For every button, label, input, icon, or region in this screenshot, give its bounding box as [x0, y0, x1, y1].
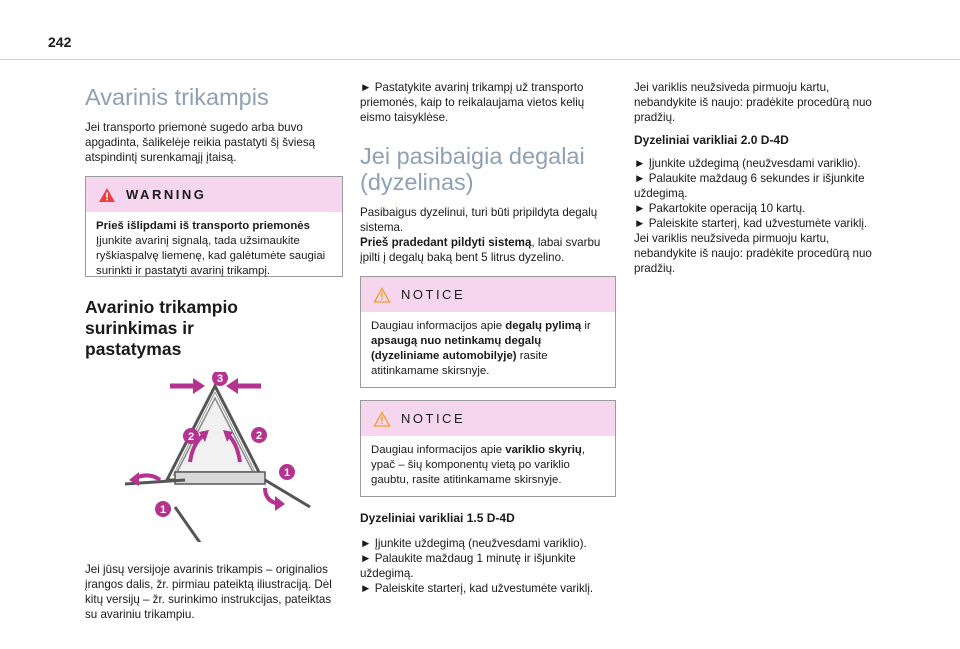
fuel-paragraph-2-rest: , labai svarbu įpilti į degalų baką bent 5 litrus dyzelino.	[360, 236, 601, 264]
section-title-warning-triangle: Avarinis trikampis	[85, 84, 269, 110]
step-item: ► Palaukite maždaug 6 sekundes ir išjunkite uždegimą.	[634, 172, 865, 200]
step-item: ► Palaukite maždaug 1 minutę ir išjunkite uždegimą.	[360, 552, 576, 580]
callout-2-right	[251, 427, 267, 443]
subtitle-assembly: Avarinio trikampio surinkimas ir pastatymas	[85, 297, 238, 359]
notice1-bold-a: degalų pylimą	[505, 320, 582, 332]
warning-icon	[98, 187, 116, 203]
heading-1-5-d4d: Dyzeliniai varikliai 1.5 D-4D	[360, 511, 515, 525]
notice2-text-a: Daugiau informacijos apie	[371, 444, 506, 456]
step-item: ► Įjunkite uždegimą (neužvesdami variklio).	[360, 537, 587, 550]
callout-1-left	[155, 501, 171, 517]
step-item: ► Paleiskite starterį, kad užvestumėte variklį.	[360, 582, 594, 595]
fuel-paragraph-1: Pasibaigus dyzelinui, turi būti pripildyta degalų sistema.	[360, 206, 598, 234]
column-2	[360, 80, 616, 596]
notice-body-1	[361, 312, 615, 387]
notice-header-2	[361, 401, 615, 436]
step-item: ► Pakartokite operaciją 10 kartų.	[634, 202, 806, 215]
notice2-bold-a: variklio skyrių	[505, 444, 582, 456]
col3-paragraph-1: Jei variklis neužsiveda pirmuoju kartu, nebandykite iš naujo: pradėkite procedūrą nuo pradžių.	[634, 81, 872, 124]
steps-2-0-d4d	[634, 156, 892, 231]
step-item: ► Paleiskite starterį, kad užvestumėte variklį.	[634, 217, 868, 230]
fuel-paragraph-2	[360, 235, 616, 265]
top-rule	[0, 59, 960, 60]
notice-icon	[373, 287, 391, 303]
warning-label: WARNING	[126, 187, 207, 202]
notice1-bold-b: apsaugą nuo netinkamų degalų (dyzeliniame automobilyje)	[371, 335, 542, 362]
notice1-text-c: rasite atitinkamame skirsnyje.	[371, 350, 548, 377]
warning-text: Įjunkite avarinį signalą, tada užsimaukite ryškiaspalvę liemenę, kad galėtumėte saugiai surinkti ir pastatyti avarinį trikampį.	[96, 235, 326, 277]
notice-box-2	[360, 400, 616, 497]
col3-paragraph-2: Jei variklis neužsiveda pirmuoju kartu, nebandykite iš naujo: pradėkite procedūrą nuo pradžių.	[634, 232, 872, 275]
svg-text:1: 1	[283, 467, 291, 479]
warning-body	[86, 212, 342, 287]
section-title-fuel: Jei pasibaigia degalai (dyzelinas)	[360, 143, 585, 195]
triangle-assembly-illustration	[115, 372, 315, 542]
steps-1-5-d4d	[360, 536, 616, 596]
page-number: 242	[48, 34, 72, 50]
column-1	[85, 80, 343, 622]
notice1-text-b: ir	[581, 320, 591, 332]
svg-text:2: 2	[187, 431, 195, 443]
placement-step: ► Pastatykite avarinį trikampį už transporto priemonės, kaip to reikalaujama vietos kelių eismo taisyklėse.	[360, 81, 585, 124]
notice-icon	[373, 411, 391, 427]
bottom-paragraph: Jei jūsų versijoje avarinis trikampis – originalios įrangos dalis, žr. pirmiau pateiktą iliustraciją. Dėl kitų versijų – žr. surinkimo instrukcijas, pateiktas su avariniu trikampiu.	[85, 563, 332, 621]
notice2-text-b: , ypač – šių komponentų vietą po variklio gaubtu, rasite atitinkamame skirsnyje.	[371, 444, 586, 486]
warning-box	[85, 176, 343, 277]
notice-label-2: NOTICE	[401, 411, 466, 426]
column-3	[634, 80, 892, 276]
notice-body-2	[361, 436, 615, 496]
notice-box-1	[360, 276, 616, 388]
svg-text:3: 3	[216, 373, 224, 385]
warning-bold: Prieš išlipdami iš transporto priemonės	[96, 220, 310, 232]
intro-paragraph: Jei transporto priemonė sugedo arba buvo apgadinta, šalikelėje reikia pastatyti šį šviesą atspindintį surenkamąjį įtaisą.	[85, 121, 316, 164]
notice1-text-a: Daugiau informacijos apie	[371, 320, 506, 332]
callout-2-left	[183, 428, 199, 444]
warning-header	[86, 177, 342, 212]
notice-label-1: NOTICE	[401, 287, 466, 302]
svg-text:2: 2	[255, 430, 263, 442]
notice-header-1	[361, 277, 615, 312]
heading-2-0-d4d: Dyzeliniai varikliai 2.0 D-4D	[634, 133, 789, 147]
svg-text:1: 1	[159, 504, 167, 516]
fuel-paragraph-2-bold: Prieš pradedant pildyti sistemą	[360, 236, 532, 249]
callout-1-right	[279, 464, 295, 480]
step-item: ► Įjunkite uždegimą (neužvesdami variklio).	[634, 157, 861, 170]
